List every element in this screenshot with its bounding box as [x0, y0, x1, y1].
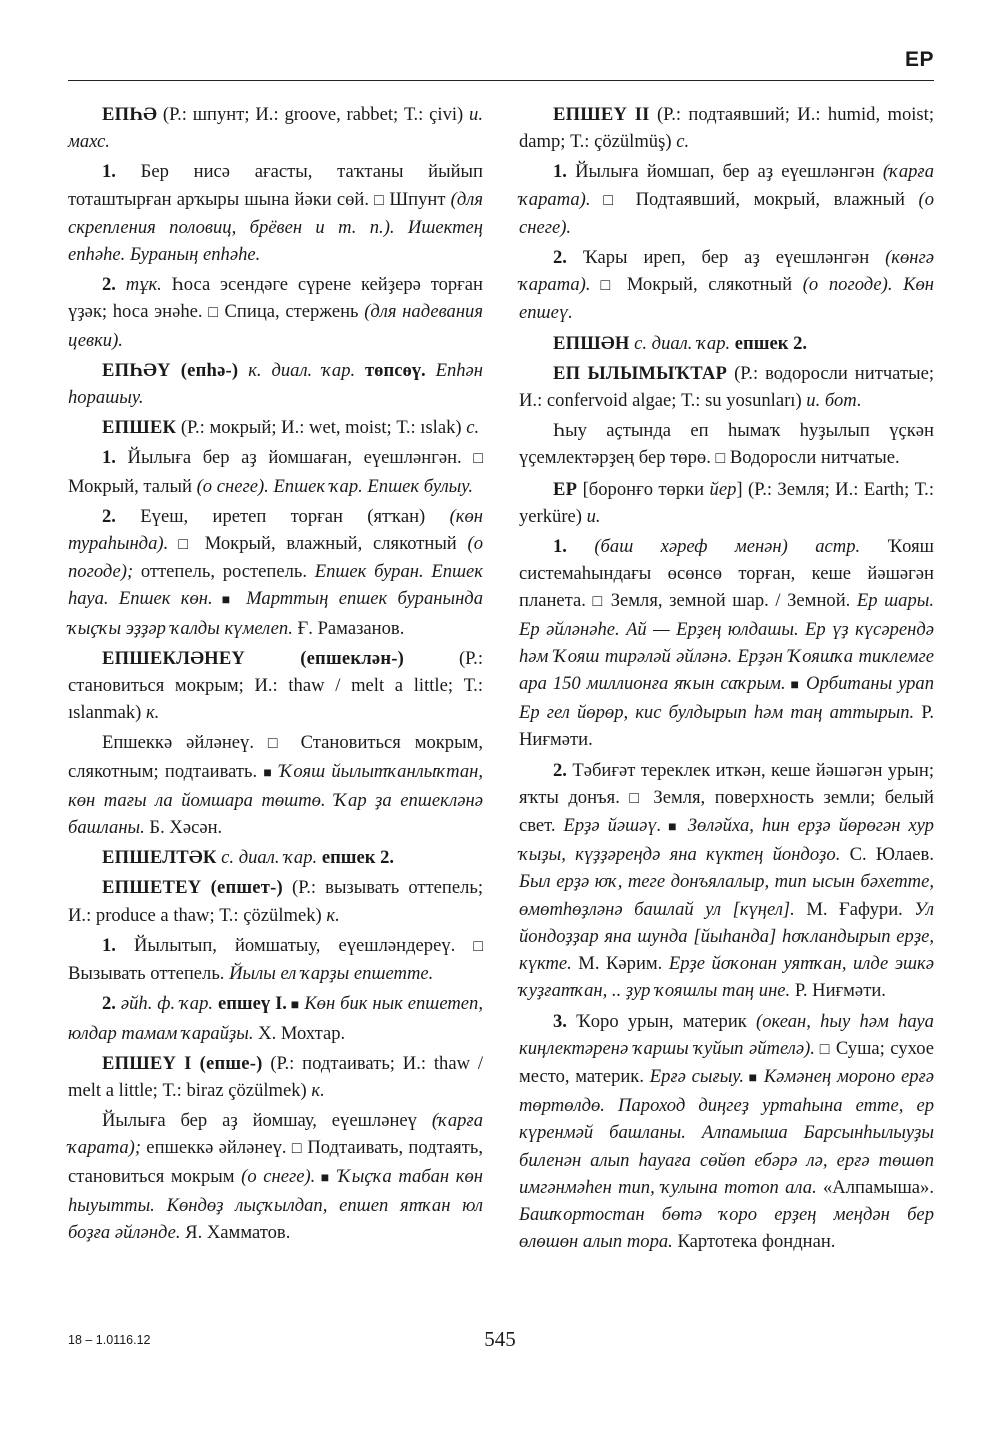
grammar: (Р.: подтаявший; И.: humid, moist; damp; Т.: çözülmüş) [519, 104, 934, 153]
headword: ЕПШЕКЛӘНЕҮ (епшеклән-) [102, 647, 405, 669]
headword: ЕПШЕҮ I (епше-) [102, 1052, 263, 1074]
quotation: Орбитаны урап Ер гел йөрөр, кис булдырып һәм таң аттырып. [519, 673, 934, 724]
examples: Епһән һорашыу. [68, 359, 484, 409]
author: Б. Хәсән. [144, 817, 223, 839]
examples: Ерғә сығыу. [649, 1065, 745, 1087]
sense [519, 417, 934, 472]
sense-2 [519, 757, 934, 1005]
usage-note: (ҡарға ҡарата). [519, 161, 934, 210]
pos-label: с. [676, 131, 690, 153]
sense-number: 2. [553, 247, 567, 269]
headword: ЕП ЫЛЫМЫҠТАР [553, 362, 728, 384]
pos-label: с. диал. ҡар. [216, 847, 322, 869]
black-square-icon: ■ [286, 998, 300, 1014]
black-square-icon: ■ [315, 1170, 332, 1186]
author: Я. Хамматов. [180, 1221, 291, 1243]
quotation: Башҡортостан бөтә ҡоро ерҙең меңдән бер өлөшөн алып тора. [519, 1203, 934, 1253]
square-icon: □ [291, 1140, 303, 1158]
definition-ru: Земля, земной шар. / Земной. [604, 590, 857, 612]
author: С. Юлаев. [840, 844, 934, 866]
definition-ru: Подтаявший, мокрый, влажный [622, 188, 919, 210]
sense-number: 1. [553, 536, 567, 558]
pos-label: к. [145, 702, 160, 724]
black-square-icon: ■ [661, 820, 680, 836]
square-icon: □ [814, 1040, 831, 1058]
sense-number: 1. [102, 161, 116, 183]
pos-label: к. диал. ҡар. [238, 359, 366, 381]
entry-epshetey [68, 874, 483, 928]
definition-ba: Йылытып, йомшатыу, еүешләндереү. [115, 934, 474, 956]
author: Р. Ниғмәти. [519, 702, 934, 751]
cross-reference: епшек 2. [321, 847, 395, 869]
headword: ЕПҺӘ [102, 104, 158, 125]
quotation: Ерҙе йоҡонан уятҡан, илде эшкә ҡуҙғатҡан, .. ҙур ҡояшлы таң ине. [519, 953, 935, 1002]
definition-ru: Земля, поверхность земли; белый свет. [519, 786, 934, 837]
black-square-icon: ■ [785, 678, 801, 694]
definition-ba: Йылыға бер аҙ йомшау, еүешләнеү [102, 1110, 432, 1132]
sense-1 [68, 444, 483, 499]
headword: ЕР [553, 478, 578, 500]
examples: (о снеге). Епшек ҡар. Епшек булыу. [196, 475, 474, 497]
examples: Епшек буран. Епшек һауа. Епшек көн. [68, 561, 483, 610]
sense-number: 1. [102, 934, 116, 956]
sense-1 [68, 932, 483, 987]
author: Х. Мохтар. [253, 1022, 346, 1044]
author: М. Ғафури. [794, 898, 903, 920]
definition-ru: Мокрый, талый [68, 475, 197, 497]
sense-number: 1. [553, 161, 567, 183]
examples: Ерҙә йәшәү. [563, 815, 662, 837]
pos-label: и. [586, 505, 601, 527]
sense-2 [68, 271, 483, 354]
definition-ba: Епшеккә әйләнеү. [102, 732, 268, 754]
black-square-icon: ■ [212, 593, 236, 609]
definition-ba: Тәбиғәт тереклек иткән, кеше йәшәгән урын; яҡты донъя. [519, 759, 934, 808]
definition-ru: Шпунт [384, 188, 451, 210]
examples: Ер шары. Ер әйләнәһе. Ай — Ерҙең юлдашы. Ер үҙ күсәрендә һәм Ҡояш тирәләй әйләнә. Ерҙән Ҡояшҡа тиклемге ара 150 миллионға яҡын саҡрым. [519, 590, 934, 695]
definition-ba: Һоса эсендәге сүрене кейҙерә торған үҙәк; һоса энәһе. [68, 274, 483, 323]
entry-er [519, 476, 934, 530]
grammar: (Р.: шпунт; И.: groove, rabbet; Т.: çivi) [157, 104, 470, 125]
square-icon: □ [208, 304, 219, 322]
definition-ru: Становиться мокрым, слякотным; подтаивать. [68, 732, 483, 782]
entry-epshey-1 [68, 1050, 483, 1104]
quotation: Көн бик нык епшетеп, юлдар тамам ҡарайҙы. [68, 993, 483, 1044]
sense-number: 2. [102, 993, 116, 1015]
sense-number: 2. [102, 274, 116, 296]
entry-epsheltak [68, 844, 483, 871]
pos-label: с. [466, 417, 480, 439]
sense-number: 3. [553, 1010, 567, 1032]
headword: ЕПШЕК [102, 417, 177, 439]
square-icon: □ [374, 191, 385, 209]
square-icon: □ [473, 937, 483, 955]
running-head: ЕР [904, 48, 934, 71]
quotation: Кәмәнең мороно ерғә төртөлдө. Пароход диңгеҙ уртаһына етте, ер күренмәй башланы. Алпамыша Барсынһылыуҙы биленән алып һауаға сөйөп ебәрә лә, ерғә төшөп имгәнмәһен тип, ҡулына тотоп ала. [519, 1065, 935, 1198]
sense [68, 729, 483, 841]
sense-2 [519, 244, 934, 327]
sense-number: 2. [102, 505, 116, 527]
definition-ba: Йылыға бер аҙ йомшаған, еүешләнгән. [115, 447, 474, 469]
definition-ru: оттепель, ростепель. [133, 561, 315, 583]
sense-1 [68, 158, 483, 268]
definition-ru: Вызывать оттепель. [68, 963, 230, 985]
footer-code: 18 – 1.0116.12 [68, 1333, 151, 1347]
black-square-icon: ■ [263, 765, 274, 781]
definition-ru: Подтаивать, подтаять, становиться мокрым [68, 1137, 483, 1187]
sense-2 [68, 503, 483, 642]
pos-label: к. [311, 1079, 325, 1101]
headword: ЕПҺӘҮ (епһә-) [102, 359, 239, 381]
page-number: 545 [484, 1327, 516, 1351]
sense-1 [519, 158, 934, 241]
square-icon: □ [629, 789, 644, 807]
definition-ba: Ҡары иреп, бер аҙ еүешләнгән [566, 247, 886, 269]
quotation: Был ерҙә юҡ, теге донъялалыр, тип ысын бәхетте, өмөтһөҙләнә башлай ул [күңел]. [519, 871, 934, 920]
pos-label: и. махс. [68, 104, 483, 153]
usage-note: (көн тураһында). [68, 505, 483, 555]
definition-ru: Мокрый, влажный, слякотный [194, 533, 468, 555]
etymology-word: йер [709, 478, 737, 500]
author: Р. Ниғмәти. [790, 980, 886, 1002]
header-rule [68, 80, 934, 81]
usage-note: (океан, һыу һәм һауа киңлектәренә ҡаршы ҡуйып әйтелә). [519, 1010, 934, 1059]
pos-label: с. диал. ҡар. [629, 332, 735, 354]
sense-number: 2. [553, 759, 567, 781]
examples: (для скрепления половиц, брёвен и т. п.). Ишектең епһәһе. Бураның епһәһе. [68, 188, 483, 266]
quotation: Ул йондоҙҙар яна шунда [йыһанда] һоҡландырып ерҙе, күкте. [519, 898, 934, 975]
cross-reference: епшеү I. [217, 993, 287, 1015]
entry-epshek [68, 414, 483, 441]
right-column [519, 101, 934, 1258]
definition-ru: Водоросли нитчатые. [725, 447, 900, 469]
dialect-label: тұк. [115, 274, 162, 296]
definition-ru: Спица, стержень [218, 301, 365, 323]
grammar: (Р.: становиться мокрым; И.: thaw / melt a little; Т.: ıslanmak) [68, 647, 483, 724]
definition-ru: Суша; сухое место, материк. [519, 1037, 934, 1087]
sense-number: 1. [102, 447, 116, 469]
entry-ep-ylymyktar [519, 360, 934, 414]
usage-note: (баш хәреф менән) астр. [566, 536, 861, 558]
author: Ғ. Рамазанов. [292, 617, 405, 639]
quotation: Марттың епшек буранында ҡыҫҡы эҙҙәр ҡалды күмелеп. [68, 588, 483, 639]
usage-note: (көнгә ҡарата). [519, 247, 934, 296]
source: Картотека фонднан. [672, 1231, 836, 1253]
definition-ba: Ҡояш системаһындағы өсөнсө торған, кеше йәшәгән планета. [519, 536, 934, 612]
pos-label: к. [326, 904, 340, 926]
usage-note: (о погоде); [68, 533, 483, 583]
headword: ЕПШӘН [553, 332, 630, 354]
left-column [68, 101, 483, 1249]
entry-ephey [68, 357, 483, 411]
square-icon: □ [267, 735, 287, 753]
pos-label: әйһ. ф. ҡар. [115, 993, 218, 1015]
definition-ba: Еүеш, иретеп торған (ятҡан) [115, 505, 450, 527]
definition-ba: Бер нисә ағасты, таҡтаны йыйып тоташтырған арҡыры шына йәки сөй. [68, 161, 483, 210]
definition-ba: Һыу аҫтында еп һымаҡ һуҙылып үҫкән үҫемлектәрҙең бер төрө. [519, 420, 934, 469]
quotation: Зөләйха, һин ерҙә йөрөгән хур ҡыҙы, күҙҙәреңдә яна күктең йондоҙо. [519, 815, 934, 866]
entry-epsheklaney [68, 645, 483, 727]
headword: ЕПШЕЛТӘК [102, 847, 217, 869]
square-icon: □ [590, 277, 617, 295]
black-square-icon: ■ [744, 1070, 759, 1086]
grammar: (Р.: вызывать оттепель; И.: produce a thaw; Т.: çözülmek) [68, 877, 483, 926]
examples: Йылы ел ҡарҙы епшетте. [229, 963, 434, 985]
sense-3 [519, 1008, 934, 1256]
entry-epshan [519, 330, 934, 357]
examples: (для надевания цевки). [68, 301, 483, 351]
quotation: Ҡыҫҡа табан көн һыуытты. Көндөҙ лыҫҡылдап, епшеп ятҡан юл боҙға әйләнде. [68, 1165, 483, 1243]
sense-1 [519, 533, 934, 754]
grammar: (Р.: мокрый; И.: wet, moist; Т.: ıslak) [176, 417, 467, 439]
sense-2 [68, 990, 483, 1046]
square-icon: □ [590, 191, 622, 209]
headword: ЕПШЕҮ II [553, 104, 650, 125]
author: М. Кәрим. [571, 953, 663, 975]
definition-ba: Йылыға йомшап, бер аҙ еүешләнгән [566, 161, 883, 183]
square-icon: □ [715, 450, 726, 468]
cross-reference: епшек 2. [734, 332, 808, 354]
grammar: (Р.: подтаивать; И.: thaw / melt a little; Т.: biraz çözülmek) [68, 1052, 484, 1101]
definition-ru: Мокрый, слякотный [616, 274, 803, 296]
usage-note: (о снеге). [241, 1165, 316, 1187]
usage-note: (о снеге). [519, 188, 934, 238]
square-icon: □ [168, 536, 195, 554]
grammar: (Р.: водоросли нитчатые; И.: confervoid algae; Т.: su yosunları) [519, 362, 934, 412]
etymology-end: ] [736, 478, 748, 500]
quotation: Ҡояш йылытҡанлыҡтан, көн тағы ла йомшара төштө. Ҡар ҙа епшекләнә башланы. [68, 760, 483, 839]
definition-ba: епшеккә әйләнеү. [141, 1137, 292, 1159]
square-icon: □ [592, 593, 605, 611]
sense [68, 1107, 483, 1246]
headword: ЕПШЕТЕҮ (епшет-) [102, 877, 283, 899]
usage-note: (ҡарға ҡарата); [68, 1110, 483, 1159]
entry-epshey-2 [519, 101, 934, 155]
entry-ephe [68, 101, 483, 155]
grammar: (Р.: Земля; И.: Earth; Т.: yerküre) [519, 478, 934, 527]
etymology: [боронғо төрки [577, 478, 710, 500]
cross-reference: төпсөү. [365, 359, 426, 381]
square-icon: □ [473, 450, 483, 468]
definition-ba: Ҡоро урын, материк [566, 1010, 757, 1032]
examples: (о погоде). Көн епшеү. [519, 274, 935, 324]
pos-label: и. бот. [806, 390, 862, 412]
source: «Алпамыша». [816, 1176, 934, 1198]
